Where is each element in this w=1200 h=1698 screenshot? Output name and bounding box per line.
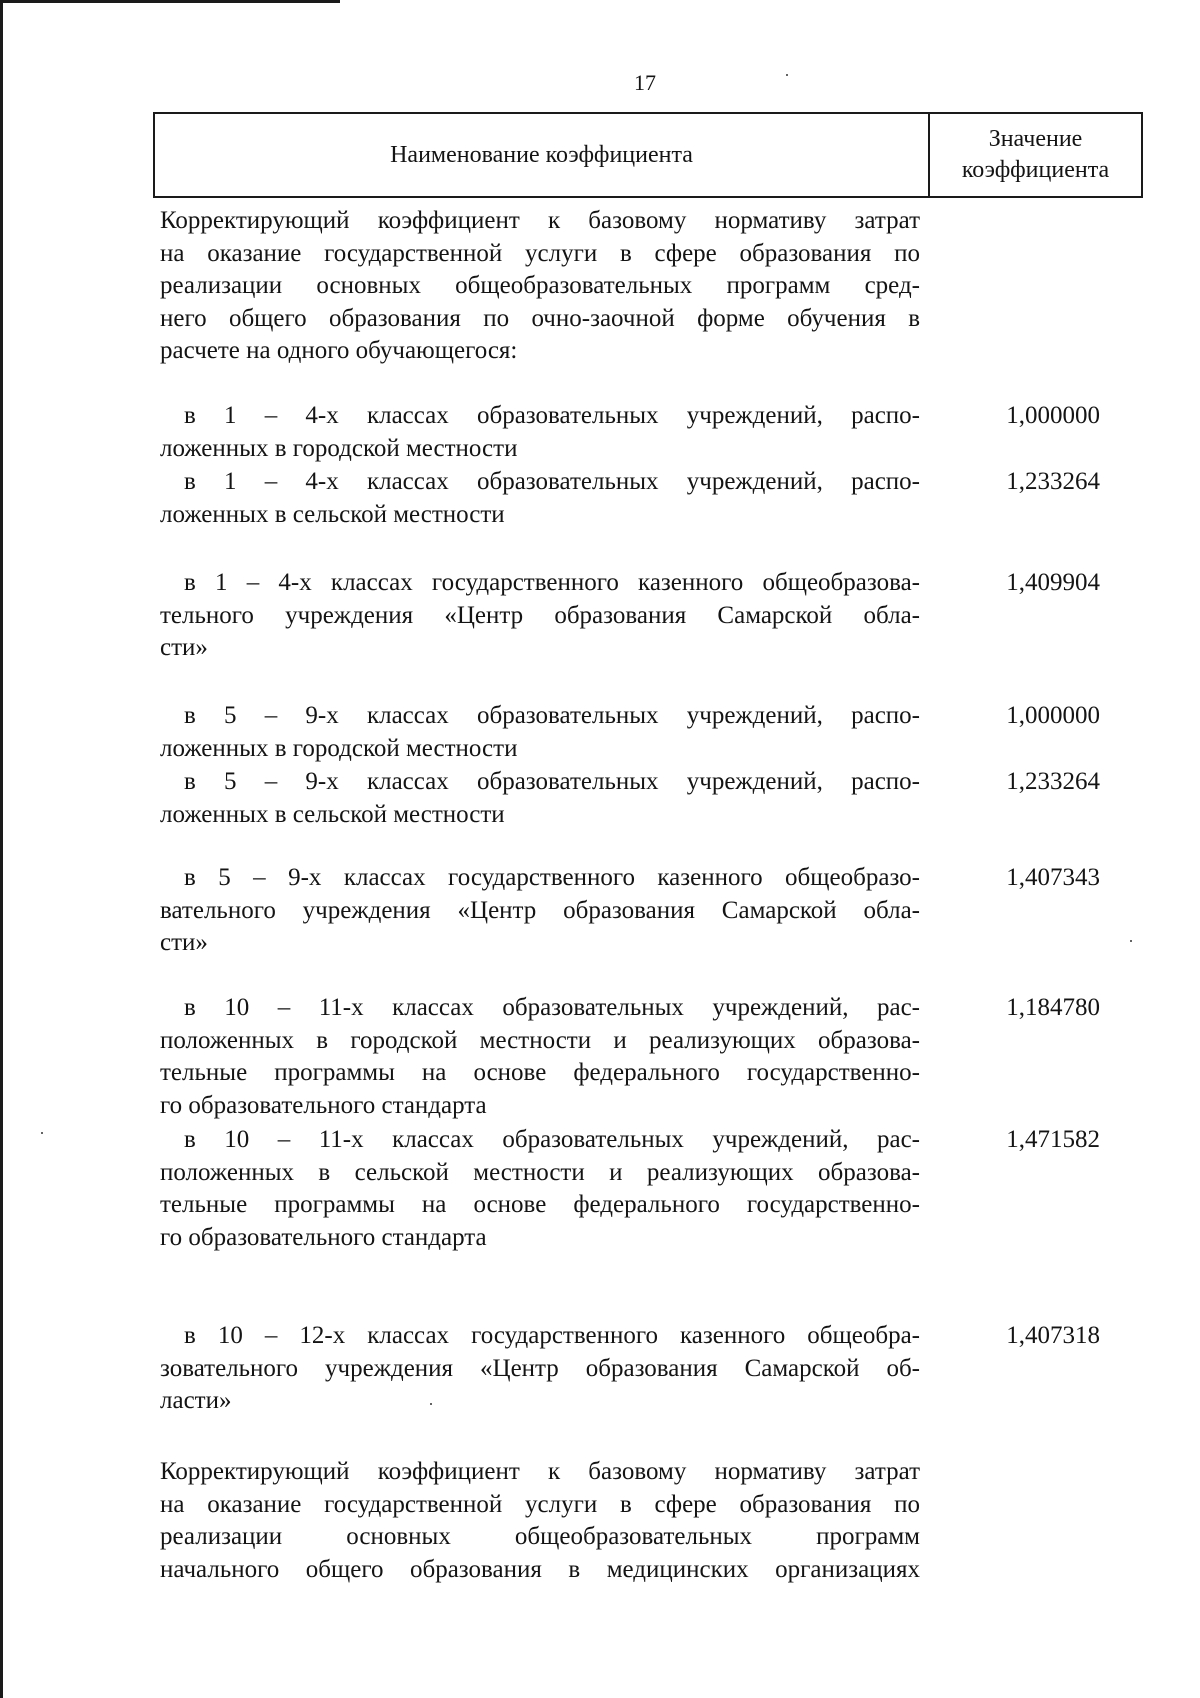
scan-edge-top xyxy=(0,0,340,3)
text-line: зовательного учреждения «Центр образования Самарской об- xyxy=(160,1354,920,1382)
coefficient-row xyxy=(160,700,920,765)
coefficient-row xyxy=(160,400,920,465)
scan-edge-left xyxy=(0,0,3,1698)
scan-speck xyxy=(41,1132,43,1134)
text-line: сти» xyxy=(160,634,208,661)
text-line: реализации основных общеобразовательных программ сред- xyxy=(160,272,920,299)
text-line: в 5 – 9-х классах образовательных учреждений, распо- xyxy=(184,702,920,729)
coefficient-row xyxy=(160,1124,920,1254)
text-line: в 10 – 12-х классах государственного казенного общеобра- xyxy=(184,1322,920,1349)
header-value-line1: Значение xyxy=(988,126,1083,152)
scan-speck xyxy=(430,1403,432,1405)
coefficient-value: 1,471582 xyxy=(1006,1126,1100,1153)
header-coefficient-value xyxy=(930,114,1141,196)
coefficient-row xyxy=(160,466,920,531)
page-number: 17 xyxy=(634,70,656,95)
header-value-line2: коэффициента xyxy=(961,157,1110,183)
text-line: го образовательного стандарта xyxy=(160,1091,487,1119)
coefficient-value: 1,000000 xyxy=(1006,702,1100,729)
intro-paragraph xyxy=(160,205,920,368)
text-line: начального общего образования в медицинских организациях xyxy=(160,1555,920,1583)
coefficient-row xyxy=(160,862,920,960)
scan-speck xyxy=(1130,940,1132,942)
text-line: в 1 – 4-х классах образовательных учреждений, распо- xyxy=(184,402,920,429)
text-line: в 1 – 4-х классах государственного казенного общеобразова- xyxy=(184,569,920,596)
text-line: расчете на одного обучающегося: xyxy=(160,337,518,364)
coefficient-value: 1,409904 xyxy=(1006,569,1100,596)
text-line: тельные программы на основе федерального государственно- xyxy=(160,1059,920,1086)
table-header xyxy=(153,112,1143,198)
text-line: ложенных в сельской местности xyxy=(160,800,505,828)
text-line: положенных в городской местности и реализующих образова- xyxy=(160,1026,920,1054)
outro-paragraph xyxy=(160,1456,920,1586)
text-line: тельного учреждения «Центр образования Самарской обла- xyxy=(160,601,920,629)
text-line: го образовательного стандарта xyxy=(160,1223,487,1251)
coefficient-value: 1,233264 xyxy=(1006,768,1100,795)
text-line: положенных в сельской местности и реализующих образова- xyxy=(160,1158,920,1186)
text-line: Корректирующий коэффициент к базовому нормативу затрат xyxy=(160,207,920,234)
text-line: в 10 – 11-х классах образовательных учреждений, рас- xyxy=(184,994,920,1021)
coefficient-value: 1,233264 xyxy=(1006,468,1100,495)
coefficient-value: 1,184780 xyxy=(1006,994,1100,1021)
coefficient-value: 1,407343 xyxy=(1006,864,1100,891)
text-line: в 10 – 11-х классах образовательных учреждений, рас- xyxy=(184,1126,920,1153)
text-line: на оказание государственной услуги в сфере образования по xyxy=(160,239,920,267)
coefficient-row xyxy=(160,992,920,1122)
text-line: реализации основных общеобразовательных программ xyxy=(160,1523,920,1550)
coefficient-row xyxy=(160,1320,920,1418)
text-line: ложенных в сельской местности xyxy=(160,500,505,528)
coefficient-value: 1,000000 xyxy=(1006,402,1100,429)
text-line: вательного учреждения «Центр образования Самарской обла- xyxy=(160,896,920,924)
text-line: на оказание государственной услуги в сфере образования по xyxy=(160,1490,920,1518)
text-line: в 5 – 9-х классах государственного казенного общеобразо- xyxy=(184,864,920,891)
text-line: ложенных в городской местности xyxy=(160,734,518,762)
text-line: него общего образования по очно-заочной форме обучения в xyxy=(160,304,920,332)
text-line: сти» xyxy=(160,929,208,956)
coefficient-row xyxy=(160,766,920,831)
text-line: в 1 – 4-х классах образовательных учреждений, распо- xyxy=(184,468,920,495)
header-coefficient-name: Наименование коэффициента xyxy=(390,141,693,168)
text-line: ласти» xyxy=(160,1387,232,1414)
text-line: в 5 – 9-х классах образовательных учреждений, распо- xyxy=(184,768,920,795)
text-line: тельные программы на основе федерального государственно- xyxy=(160,1191,920,1218)
coefficient-value: 1,407318 xyxy=(1006,1322,1100,1349)
scan-speck xyxy=(786,74,788,76)
coefficient-row xyxy=(160,567,920,665)
text-line: Корректирующий коэффициент к базовому нормативу затрат xyxy=(160,1458,920,1485)
text-line: ложенных в городской местности xyxy=(160,434,518,462)
